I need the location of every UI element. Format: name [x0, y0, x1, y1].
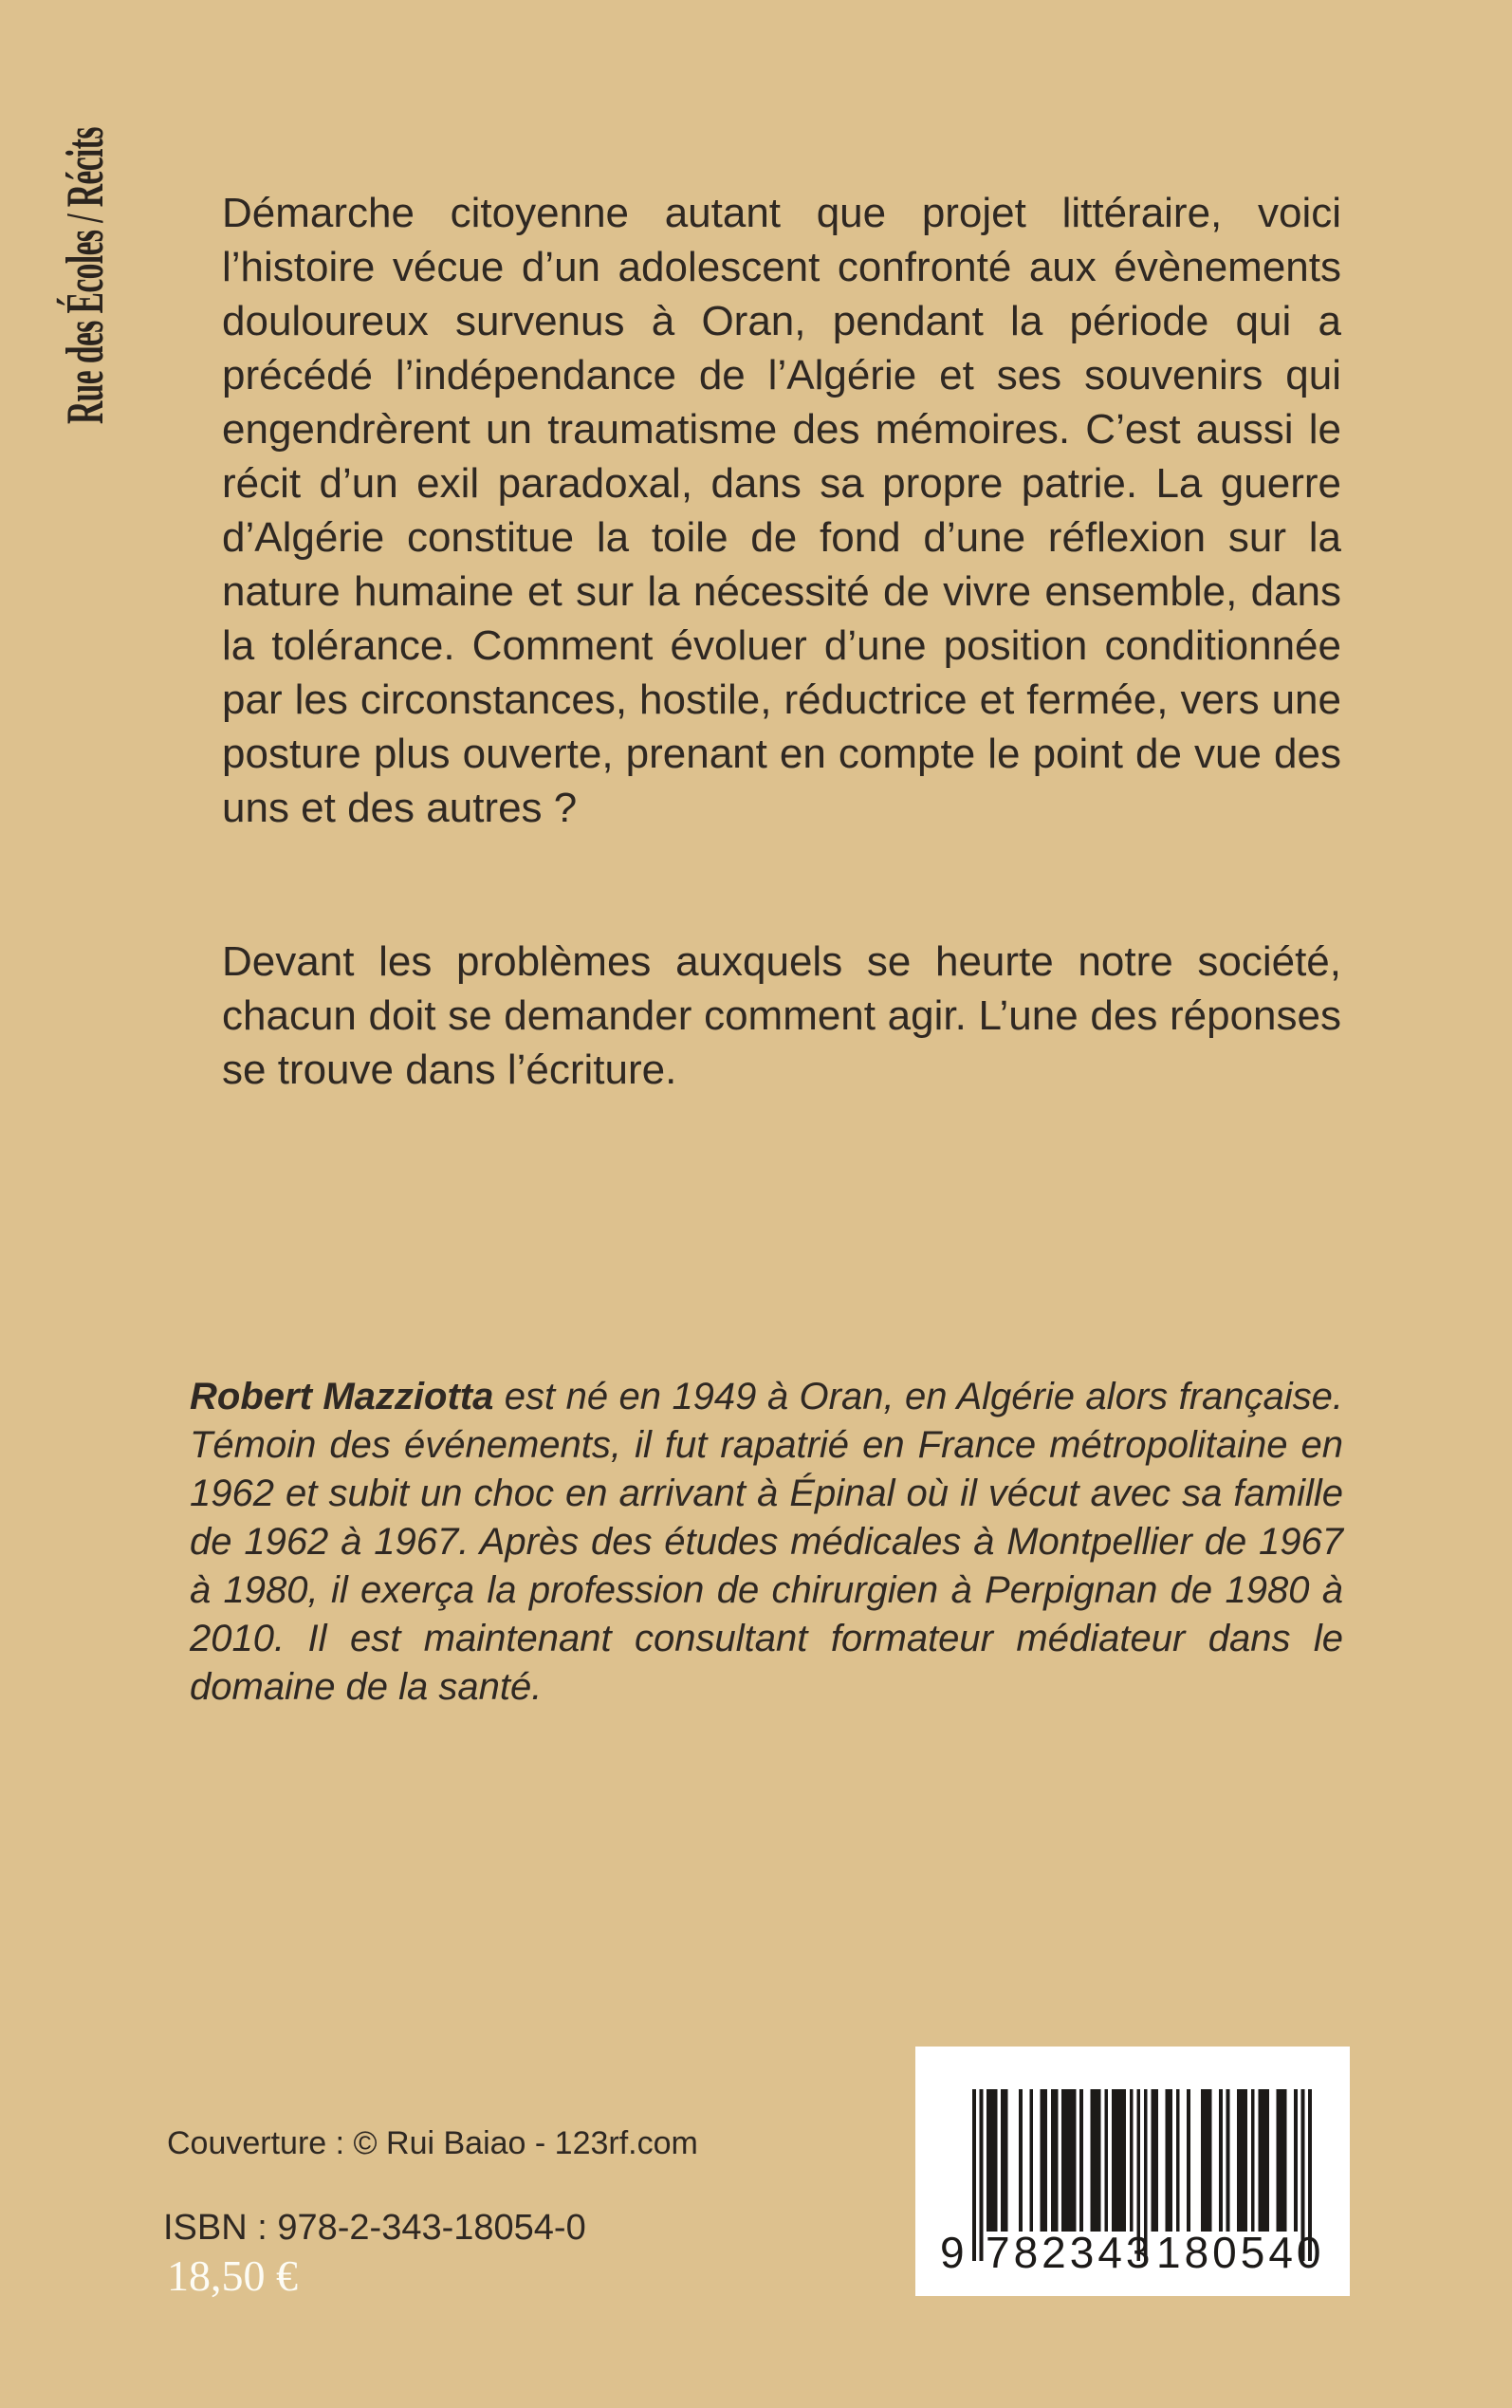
author-bio-text: est né en 1949 à Oran, en Algérie alors française. Témoin des événements, il fut rapatrié en France métropolitaine en 1962 et subit un choc en arrivant à Épinal où il vécut avec sa famille de 1962 à 1967. Après des études médicales à Montpellier de 1967 à 1980, il exerça la profession de chirurgien à Perpignan de 1980 à 2010. Il est maintenant consultant formateur médiateur dans le domaine de la santé. — [190, 1376, 1343, 1708]
author-bio — [190, 1373, 1343, 1712]
barcode-digits-right: 180540 — [1156, 2228, 1325, 2277]
barcode — [915, 2047, 1350, 2296]
price-text: 18,50 € — [167, 2251, 298, 2300]
collection-spine-label: Rue des Écoles / Récits — [56, 127, 115, 424]
author-name: Robert Mazziotta — [190, 1376, 494, 1417]
synopsis-paragraph-2: Devant les problèmes auxquels se heurte notre société, chacun doit se demander comment agir. L’une des réponses se trouve dans l’écriture. — [222, 938, 1341, 1093]
synopsis-paragraph-1: Démarche citoyenne autant que projet littéraire, voici l’histoire vécue d’un adolescent confronté aux évènements douloureux survenus à Oran, pendant la période qui a précédé l’indépendance de l’Algérie et ses souvenirs qui engendrèrent un traumatisme des mémoires. C’est aussi le récit d’un exil paradoxal, dans sa propre patrie. La guerre d’Algérie constitue la toile de fond d’une réflexion sur la nature humaine et sur la nécessité de vivre ensemble, dans la tolérance. Comment évoluer d’une position conditionnée par les circonstances, hostile, réductrice et fermée, vers une posture plus ouverte, prenant en compte le point de vue des uns et des autres ? — [222, 190, 1341, 831]
barcode-digits-left: 782343 — [986, 2228, 1154, 2277]
isbn-text: ISBN : 978-2-343-18054-0 — [163, 2208, 586, 2248]
cover-photo-credit: Couverture : © Rui Baiao - 123rf.com — [167, 2125, 698, 2161]
synopsis-block — [222, 186, 1341, 1097]
barcode-digit-lead: 9 — [940, 2228, 965, 2277]
barcode-number — [915, 2227, 1350, 2284]
